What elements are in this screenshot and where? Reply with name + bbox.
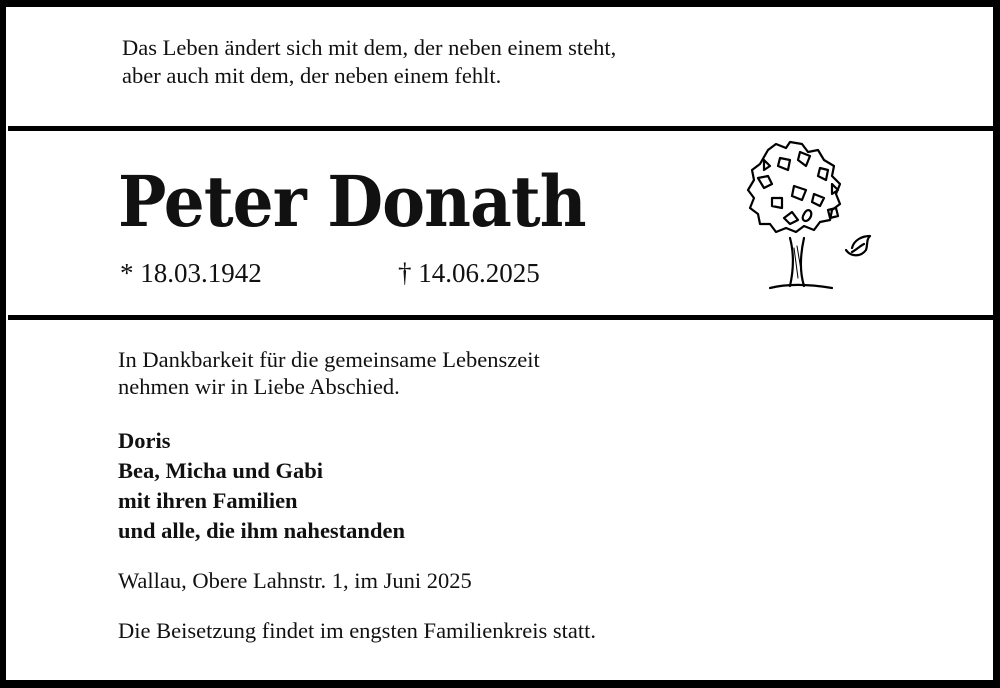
death-date: † 14.06.2025 [398,258,540,288]
divider-bottom [8,315,993,320]
birth-date: * 18.03.1942 [120,258,262,288]
tree-icon [728,138,878,298]
divider-top [8,126,993,131]
burial-note: Die Beisetzung findet im engsten Familienkreis statt. [118,618,597,643]
quote-line-1: Das Leben ändert sich mit dem, der neben einem steht, [122,35,617,60]
mourner-3: mit ihren Familien [118,488,298,513]
message-line-2: nehmen wir in Liebe Abschied. [118,374,400,399]
deceased-name: Peter Donath [118,160,586,243]
mourner-2: Bea, Micha und Gabi [118,458,324,483]
mourner-4: und alle, die ihm nahestanden [118,518,405,543]
place-date: Wallau, Obere Lahnstr. 1, im Juni 2025 [118,568,472,593]
mourner-1: Doris [118,428,171,453]
quote-line-2: aber auch mit dem, der neben einem fehlt. [122,63,502,88]
message-line-1: In Dankbarkeit für die gemeinsame Lebenszeit [118,347,540,372]
